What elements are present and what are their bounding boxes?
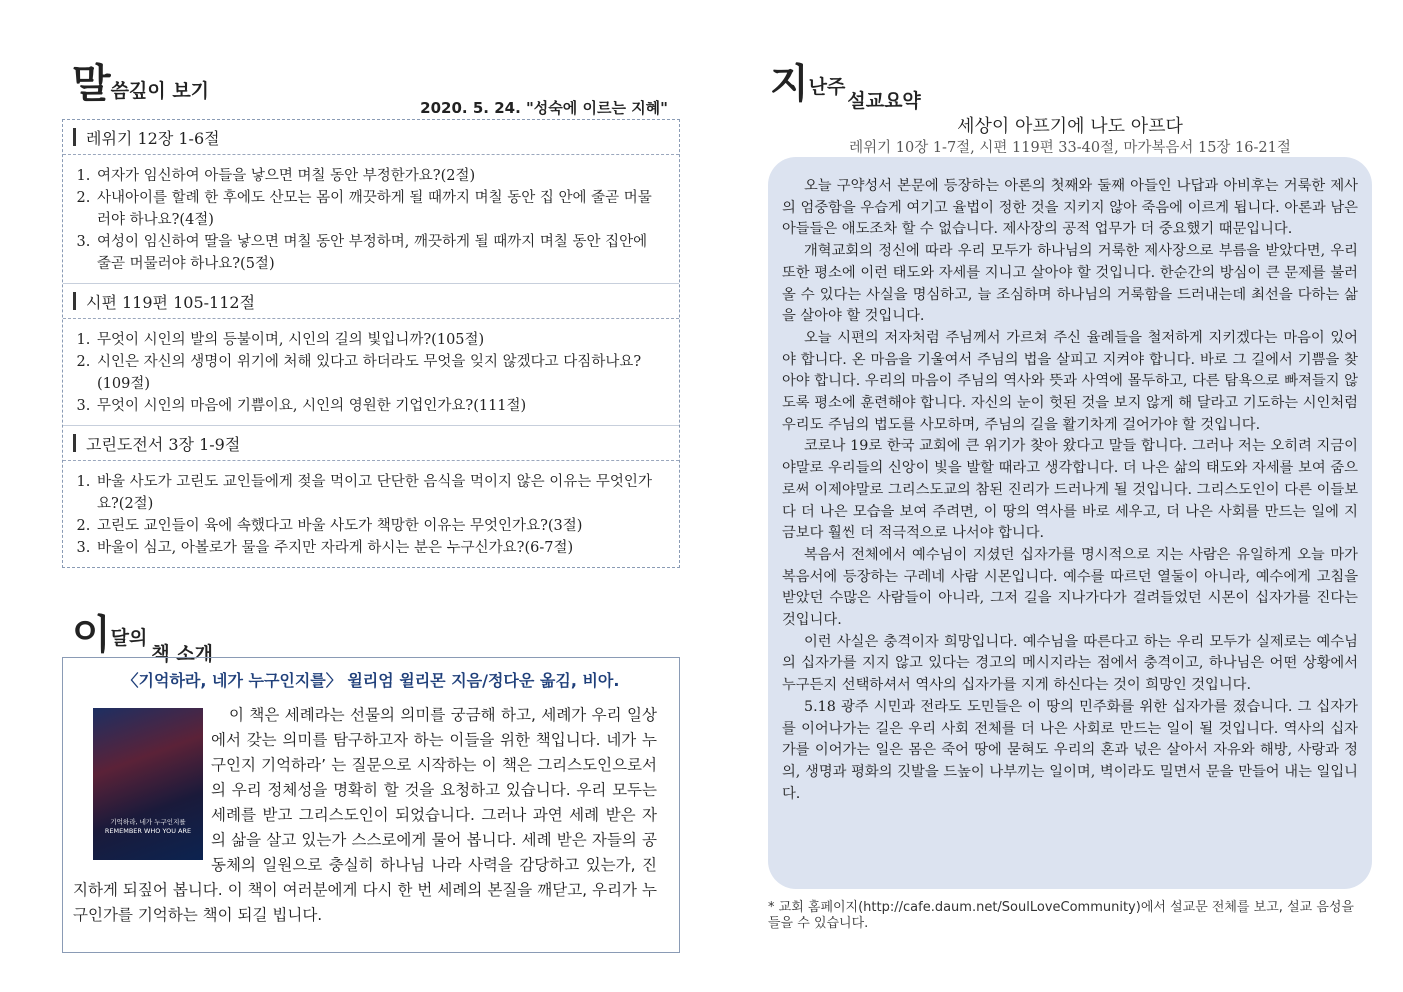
question-item: 1. 여자가 임신하여 아들을 낳으면 며칠 동안 부정한가요?(2절) xyxy=(95,165,665,187)
sermon-paragraph: 복음서 전체에서 예수님이 지셨던 십자가를 명시적으로 지는 사람은 유일하게 오늘 마가복음서에 등장하는 구레네 사람 시몬입니다. 예수를 따르던 열둘이 아니라, 예수에게 고침을 받았던 수많은 사람들이 아니라, 그저 길을 지나가다가 걸려들었던 시몬이 십자가를 진다는 것입니다. xyxy=(782,546,1358,629)
book-box xyxy=(62,657,680,953)
title-bar xyxy=(73,292,76,310)
section-title xyxy=(63,284,679,319)
question-item: 1. 무엇이 시인의 발의 등불이며, 시인의 길의 빛입니까?(105절) xyxy=(95,329,665,351)
sermon-paragraph: 오늘 구약성서 본문에 등장하는 아론의 첫째와 둘째 아들인 나답과 아비후는 거룩한 제사의 엄중함을 우습게 여기고 율법이 정한 것을 지키지 않아 죽음에 이르게 됩니다. 아론과 남은 아들들은 애도조차 할 수 없습니다. 제사장의 공적 업무가 더 중요했기 때문입니다. xyxy=(782,178,1358,238)
section-corinthians xyxy=(63,426,679,567)
header-rest-2: 설교요약 xyxy=(847,90,921,112)
question-item: 2. 고린도 교인들이 육에 속했다고 바울 사도가 책망한 이유는 무엇인가요?(3절) xyxy=(95,515,665,537)
sermon-paragraph: 오늘 시편의 저자처럼 주님께서 가르쳐 주신 율례들을 철저하게 지키겠다는 마음이 있어야 합니다. 온 마음을 기울여서 주님의 법을 살피고 지켜야 합니다. 바로 그 길에서 기쁨을 찾아야 합니다. 우리의 마음이 주님의 역사와 뜻과 사역에 몰두하고, 다른 탐욕으로 빠져들지 않도록 평소에 훈련해야 합니다. 자신의 눈이 헛된 것을 보지 않게 해 달라고 기도하는 시인처럼 우리도 주님의 법도를 사모하며, 주님의 길을 활기차게 걸어가야 할 것입니다. xyxy=(782,329,1358,433)
sermon-title: 세상이 아프기에 나도 아프다 xyxy=(957,116,1183,137)
sermon-summary-box xyxy=(768,157,1372,889)
date-line: 2020. 5. 24. "성숙에 이르는 지혜" xyxy=(420,99,668,117)
book-description xyxy=(73,703,657,928)
question-item: 2. 시인은 자신의 생명이 위기에 처해 있다고 하더라도 무엇을 잊지 않겠다고 다짐하나요?(109절) xyxy=(95,351,665,395)
cover-spacer xyxy=(73,703,211,858)
book-description-text: 이 책은 세례라는 선물의 의미를 궁금해 하고, 세례가 우리 일상에서 갖는 의미를 탐구하고자 하는 이들을 위한 책입니다. 네가 누구인지 기억하라’ 는 질문으로 시작하는 이 책은 그리스도인으로서의 우리 정체성을 명확히 할 것을 요청하고 있습니다. 우리 모두는 세례를 받고 그리스도인이 되었습니다. 그러나 과연 세례 받은 자의 삶을 살고 있는가 스스로에게 물어 봅니다. 세례 받은 자들의 공동체의 일원으로 충실히 하나님 나라 사력을 감당하고 있는가, 진지하게 되짚어 봅니다. 이 책이 여러분에게 다시 한 번 세례의 본질을 깨닫고, 우리가 누구인가를 기억하는 책이 되길 빕니다. xyxy=(73,706,657,924)
section-title-text: 레위기 12장 1-6절 xyxy=(86,128,220,148)
section-leviticus xyxy=(63,120,679,284)
section-header-book xyxy=(72,603,214,665)
title-bar xyxy=(73,128,76,146)
section-title xyxy=(63,426,679,461)
sermon-paragraph: 5.18 광주 시민과 전라도 도민들은 이 땅의 민주화를 위한 십자가를 졌습니다. 그 십자가를 이어나가는 길은 우리 사회 전체를 더 나은 사회로 만드는 일이 될 것입니다. 역사의 십자가를 이어가는 일은 몸은 죽어 땅에 묻혀도 우리의 혼과 넋은 살아서 자유와 해방, 사랑과 정의, 생명과 평화의 깃발을 드높이 나부끼는 일이며, 벽이라도 밀면서 문을 만들어 내는 일입니다. xyxy=(782,698,1358,802)
header-rest: 난주 xyxy=(808,76,846,98)
sermon-paragraph: 개혁교회의 정신에 따라 우리 모두가 하나님의 거룩한 제사장으로 부름을 받았다면, 우리 또한 평소에 이런 태도와 자세를 지니고 살아야 할 것입니다. 한순간의 방심이 큰 문제를 불러 올 수 있다는 사실을 명심하고, 늘 조심하며 하나님의 거룩함을 드러내는데 최선을 다하는 삶을 살아야 할 것입니다. xyxy=(782,243,1358,325)
question-list xyxy=(63,155,679,283)
section-title-text: 고린도전서 3장 1-9절 xyxy=(86,434,241,454)
header-rest: 씀깊이 보기 xyxy=(110,80,210,102)
book-title: 〈기억하라, 네가 누구인지를〉 윌리엄 윌리몬 지음/정다운 옮김, 비아. xyxy=(122,671,620,690)
sermon-text xyxy=(782,176,1358,805)
question-item: 1. 바울 사도가 고린도 교인들에게 젖을 먹이고 단단한 음식을 먹이지 않은 이유는 무엇인가요?(2절) xyxy=(95,471,665,515)
sermon-reference: 레위기 10장 1-7절, 시편 119편 33-40절, 마가복음서 15장 16-21절 xyxy=(849,140,1291,156)
questions-box xyxy=(62,119,680,568)
section-header-sermon xyxy=(770,52,921,112)
section-title xyxy=(63,120,679,155)
sermon-paragraph: 이런 사실은 충격이자 희망입니다. 예수님을 따른다고 하는 우리 모두가 실제로는 예수님의 십자가를 지지 않고 있다는 경고의 메시지라는 점에서 충격이고, 하나님은 어떤 상황에서 누구든지 선택하셔서 역사의 십자가를 지게 하신다는 것이 희망인 것입니다. xyxy=(782,633,1358,694)
header-initial: 이 xyxy=(72,611,111,658)
book-cover-caption: 기억하라, 네가 누구인지를 REMEMBER WHO YOU ARE xyxy=(104,818,192,835)
sermon-paragraph: 코로나 19로 한국 교회에 큰 위기가 찾아 왔다고 말들 합니다. 그러나 저는 오히려 지금이야말로 우리들의 신앙이 빛을 발할 때라고 생각합니다. 더 나은 삶의 태도와 자세를 보여 줌으로써 이제야말로 그리스도교의 참된 진리가 드러나게 될 것입니다. 그리스도인이 다른 이들보다 더 나은 모습을 보여 주려면, 이 땅의 역사를 바로 세우고, 더 나은 사회를 만드는 일에 지금보다 훨씬 더 적극적으로 나서야 합니다. xyxy=(782,438,1358,542)
header-rest: 달의 xyxy=(110,627,148,649)
question-item: 3. 여성이 임신하여 딸을 낳으면 며칠 동안 부정하며, 깨끗하게 될 때까지 며칠 동안 집안에 줄곧 머물러야 하나요?(5절) xyxy=(95,231,665,275)
header-initial: 지 xyxy=(770,60,809,107)
section-title-text: 시편 119편 105-112절 xyxy=(86,292,256,312)
footnote: * 교회 홈페이지(http://cafe.daum.net/SoulLoveCommunity)에서 설교문 전체를 보고, 설교 음성을 들을 수 있습니다. xyxy=(768,900,1354,931)
title-bar xyxy=(73,434,76,452)
header-rest-2: 책 소개 xyxy=(151,643,214,665)
section-header-word-study xyxy=(72,52,210,107)
question-item: 2. 사내아이를 할례 한 후에도 산모는 몸이 깨끗하게 될 때까지 며칠 동안 집 안에 줄곧 머물러야 하나요?(4절) xyxy=(95,187,665,231)
question-item: 3. 바울이 심고, 아볼로가 물을 주지만 자라게 하시는 분은 누구신가요?(6-7절) xyxy=(95,537,665,559)
question-list xyxy=(63,461,679,567)
question-item: 3. 무엇이 시인의 마음에 기쁨이요, 시인의 영원한 기업인가요?(111절) xyxy=(95,395,665,417)
section-psalms xyxy=(63,284,679,426)
question-list xyxy=(63,319,679,425)
header-initial: 말 xyxy=(72,60,111,107)
